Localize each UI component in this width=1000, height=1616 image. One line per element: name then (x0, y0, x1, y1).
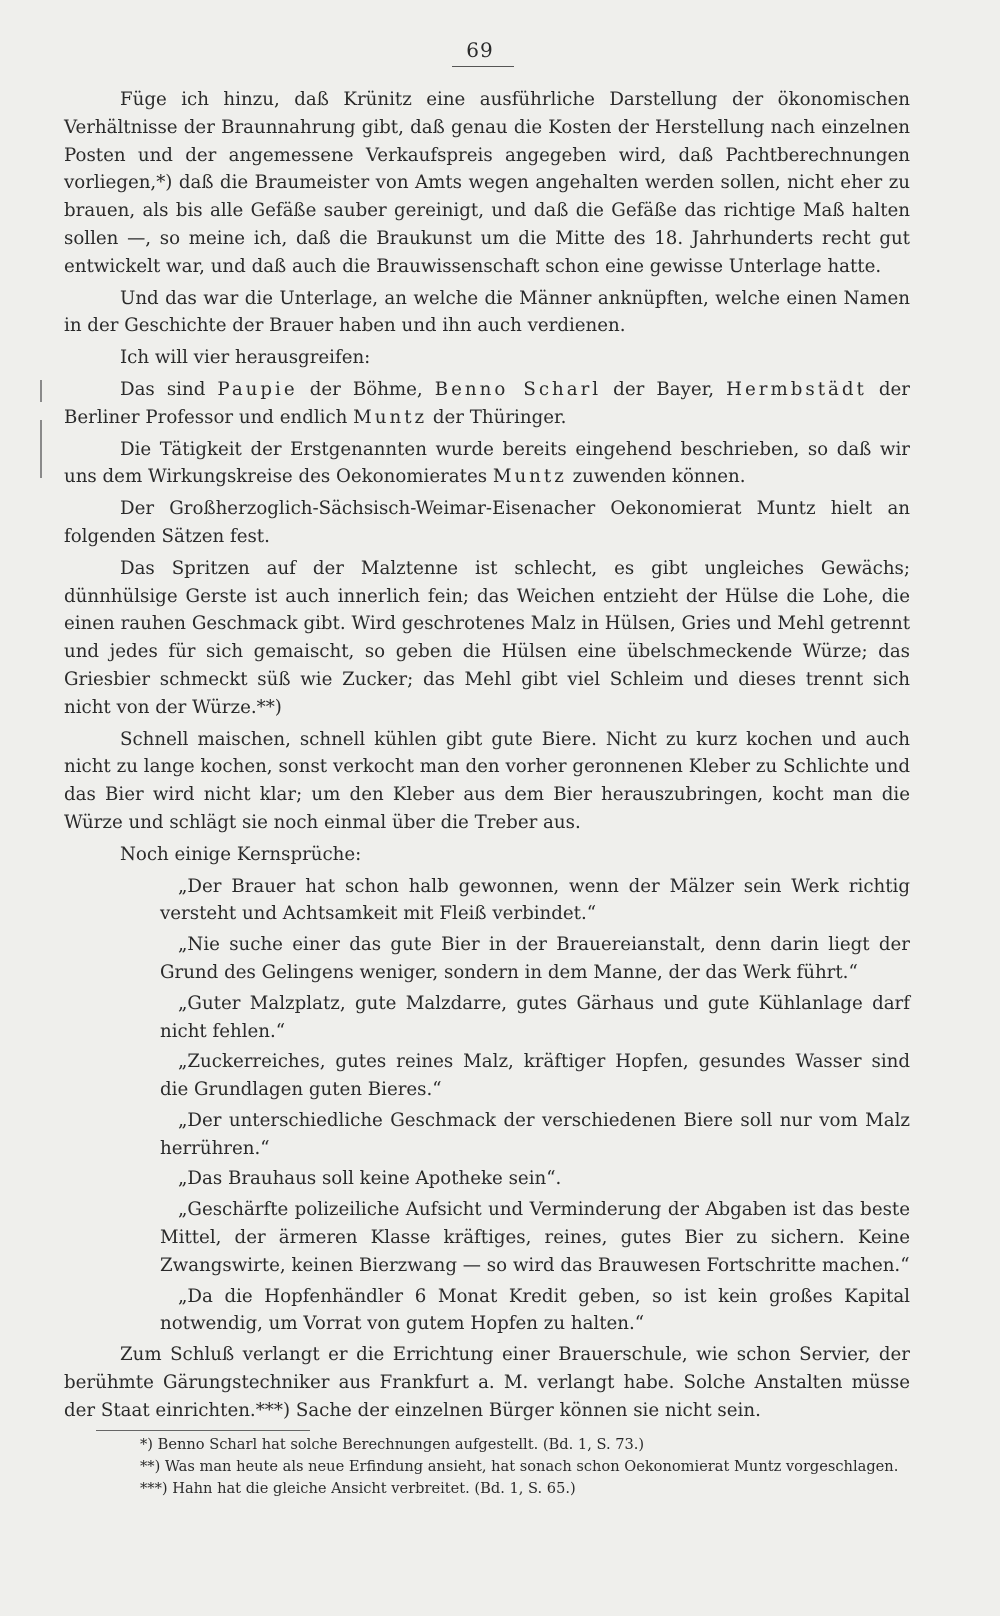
paragraph: Füge ich hinzu, daß Krünitz eine ausführliche Darstellung der ökonomischen Verhältnisse der Braunnahrung gibt, daß genau die Kosten der Herstellung nach einzelnen Posten und der angemessene Verkaufspreis angegeben wird, daß Pachtberechnungen vorliegen,*) daß die Braumeister von Amts wegen angehalten werden sollen, nicht eher zu brauen, als bis alle Gefäße sauber gereinigt, und daß die Gefäße das richtige Maß halten sollen —, so meine ich, daß die Braukunst um die Mitte des 18. Jahrhunderts recht gut entwickelt war, und daß auch die Brauwissenschaft schon eine gewisse Unterlage hatte. (64, 89, 910, 277)
page-number: 69 (466, 38, 494, 62)
person-name: Hermbstädt (726, 378, 867, 400)
paragraph (64, 436, 910, 492)
paragraph: Der Großherzoglich-Sächsisch-Weimar-Eisenacher Oekonomierat Muntz hielt an folgenden Sätzen fest. (64, 498, 910, 547)
paragraph-text: Die Tätigkeit der Erstgenannten wurde bereits eingehend beschrieben, so daß wir uns dem Wirkungskreise des Oekonomierates (64, 438, 910, 488)
paragraph: Und das war die Unterlage, an welche die Männer anknüpften, welche einen Namen in der Geschichte der Brauer haben und ihn auch verdienen. (64, 287, 910, 337)
main-text (64, 86, 910, 1429)
person-name: Muntz (353, 406, 428, 428)
paragraph-text: Das sind (120, 378, 218, 400)
footnote: ***) Hahn hat die gleiche Ansicht verbreitet. (Bd. 1, S. 65.) (140, 1480, 576, 1497)
quote: „Da die Hopfenhändler 6 Monat Kredit geben, so ist kein großes Kapital notwendig, um Vorrat von gutem Hopfen zu halten.“ (160, 1285, 910, 1335)
quote: „Das Brauhaus soll keine Apotheke sein“. (178, 1168, 562, 1190)
quote: „Der Brauer hat schon halb gewonnen, wenn der Mälzer sein Werk richtig versteht und Achtsamkeit mit Fleiß verbindet.“ (160, 875, 910, 925)
paragraph: Schnell maischen, schnell kühlen gibt gute Biere. Nicht zu kurz kochen und auch nicht zu lange kochen, sonst verkocht man den vorher geronnenen Kleber zu Schlichte und das Bier wird nicht klar; um den Kleber aus dem Bier herauszubringen, kocht man die Würze und schlägt sie noch einmal über die Treber aus. (64, 728, 910, 833)
paragraph-text: der Berliner Professor und endlich (64, 378, 910, 428)
person-name: Muntz (492, 466, 567, 488)
margin-mark (40, 380, 42, 402)
quote: „Geschärfte polizeiliche Aufsicht und Verminderung der Abgaben ist das beste Mittel, der ärmeren Klasse kräftiges, reines, gutes Bier zu sichern. Keine Zwangswirte, keinen Bierzwang — so wird das Brauwesen Fortschritte machen.“ (160, 1199, 910, 1276)
paragraph-text: der Böhme, (297, 378, 435, 400)
margin-mark (40, 420, 42, 478)
paragraph: Ich will vier herausgreifen: (120, 347, 371, 369)
quote: „Nie suche einer das gute Bier in der Brauereianstalt, denn darin liegt der Grund des Gelingens weniger, sondern in dem Manne, der das Werk führt.“ (160, 934, 910, 983)
paragraph-text: der Thüringer. (427, 406, 567, 428)
paragraph: Das Spritzen auf der Malztenne ist schlecht, es gibt ungleiches Gewächs; dünnhülsige Gerste ist auch innerlich fein; das Weichen entzieht der Hülse die Lohe, die einen rauhen Geschmack gibt. Wird geschrotenes Malz in Hülsen, Gries und Mehl getrennt und jedes für sich gemaischt, so geben die Hülsen eine übelschmeckende Würze; das Griesbier schmeckt süß wie Zucker; das Mehl gibt viel Schleim und dieses trennt sich nicht von der Würze.**) (64, 557, 910, 718)
footnotes (140, 1434, 940, 1500)
person-name: Benno Scharl (434, 378, 602, 400)
closing-paragraph: Zum Schluß verlangt er die Errichtung einer Brauerschule, wie schon Servier, der berühmte Gärungstechniker aus Frankfurt a. M. verlangt habe. Solche Anstalten müsse der Staat einrichten.***) Sache der einzelnen Bürger können sie nicht sein. (64, 1344, 910, 1421)
paragraph: Noch einige Kernsprüche: (120, 843, 362, 865)
paragraph-text: zuwenden können. (566, 466, 746, 488)
footnote: **) Was man heute als neue Erfindung ansieht, hat sonach schon Oekonomierat Muntz vorgeschlagen. (140, 1458, 899, 1475)
paragraph-names (64, 376, 910, 432)
quote: „Guter Malzplatz, gute Malzdarre, gutes Gärhaus und gute Kühlanlage darf nicht fehlen.“ (160, 992, 910, 1042)
quote: „Der unterschiedliche Geschmack der verschiedenen Biere soll nur vom Malz herrühren.“ (160, 1109, 910, 1159)
quote: „Zuckerreiches, gutes reines Malz, kräftiger Hopfen, gesundes Wasser sind die Grundlagen guten Bieres.“ (160, 1051, 910, 1101)
footnote-rule (96, 1430, 310, 1431)
footnote: *) Benno Scharl hat solche Berechnungen aufgestellt. (Bd. 1, S. 73.) (140, 1436, 645, 1453)
paragraph-text: der Bayer, (601, 378, 727, 400)
page-number-rule (452, 66, 514, 67)
person-name: Paupie (217, 378, 298, 400)
